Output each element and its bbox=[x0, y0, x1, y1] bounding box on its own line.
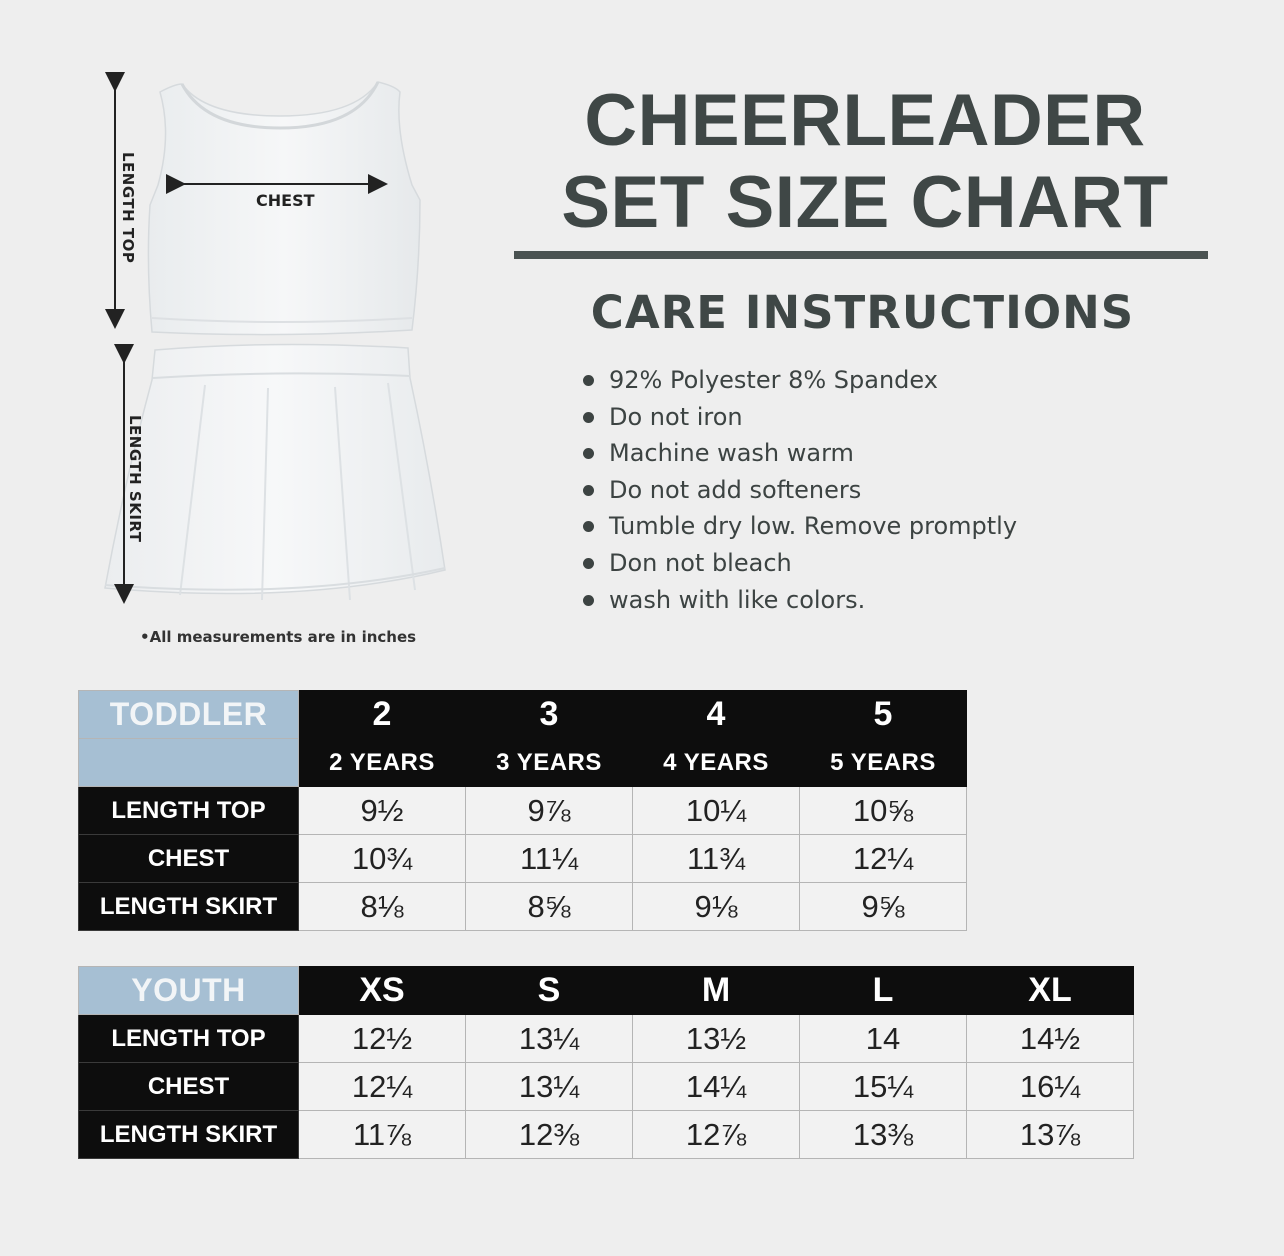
table-cell: 12½ bbox=[299, 1015, 466, 1063]
size-header: L bbox=[800, 967, 967, 1015]
table-cell: 8⅝ bbox=[466, 883, 633, 931]
table-cell: 13⅞ bbox=[967, 1111, 1134, 1159]
bullet-icon bbox=[583, 595, 594, 606]
toddler-size-row bbox=[79, 691, 967, 739]
table-cell: 12⅞ bbox=[633, 1111, 800, 1159]
table-cell: 10¾ bbox=[299, 835, 466, 883]
table-row bbox=[79, 1015, 1134, 1063]
title-line-2: SET SIZE CHART bbox=[561, 162, 1169, 243]
toddler-heading: TODDLER bbox=[79, 691, 299, 739]
table-cell: 9⅝ bbox=[800, 883, 967, 931]
size-header: 2 bbox=[299, 691, 466, 739]
care-item: Do not iron bbox=[580, 399, 1017, 436]
size-header: S bbox=[466, 967, 633, 1015]
size-header: 5 bbox=[800, 691, 967, 739]
title-line-1: CHEERLEADER bbox=[584, 80, 1146, 161]
table-cell: 15¼ bbox=[800, 1063, 967, 1111]
table-cell: 14¼ bbox=[633, 1063, 800, 1111]
table-row bbox=[79, 883, 967, 931]
row-label: LENGTH TOP bbox=[79, 1015, 299, 1063]
bullet-icon bbox=[583, 558, 594, 569]
cheer-set-drawing bbox=[0, 0, 520, 670]
toddler-age-row bbox=[79, 739, 967, 787]
bullet-icon bbox=[583, 375, 594, 386]
row-label: LENGTH SKIRT bbox=[79, 1111, 299, 1159]
size-header: XL bbox=[967, 967, 1134, 1015]
table-cell: 8⅛ bbox=[299, 883, 466, 931]
table-cell: 13½ bbox=[633, 1015, 800, 1063]
table-row bbox=[79, 1111, 1134, 1159]
skirt-shape bbox=[105, 344, 445, 593]
table-cell: 12⅜ bbox=[466, 1111, 633, 1159]
title-divider bbox=[514, 251, 1208, 259]
youth-heading: YOUTH bbox=[79, 967, 299, 1015]
table-cell: 9⅞ bbox=[466, 787, 633, 835]
table-cell: 11¾ bbox=[633, 835, 800, 883]
care-item: Do not add softeners bbox=[580, 472, 1017, 509]
age-header: 3 YEARS bbox=[466, 739, 633, 787]
page-title bbox=[520, 80, 1210, 244]
care-item: 92% Polyester 8% Spandex bbox=[580, 362, 1017, 399]
size-header: 3 bbox=[466, 691, 633, 739]
table-cell: 10¼ bbox=[633, 787, 800, 835]
care-item: Don not bleach bbox=[580, 545, 1017, 582]
length-skirt-label: LENGTH SKIRT bbox=[126, 415, 144, 543]
row-label: CHEST bbox=[79, 835, 299, 883]
care-item: Tumble dry low. Remove promptly bbox=[580, 508, 1017, 545]
table-cell: 16¼ bbox=[967, 1063, 1134, 1111]
size-header: M bbox=[633, 967, 800, 1015]
table-cell: 11¼ bbox=[466, 835, 633, 883]
table-cell: 11⅞ bbox=[299, 1111, 466, 1159]
length-top-label: LENGTH TOP bbox=[119, 152, 137, 264]
table-cell: 12¼ bbox=[800, 835, 967, 883]
age-header: 2 YEARS bbox=[299, 739, 466, 787]
row-label: LENGTH TOP bbox=[79, 787, 299, 835]
bullet-icon bbox=[583, 485, 594, 496]
age-header: 4 YEARS bbox=[633, 739, 800, 787]
table-cell: 12¼ bbox=[299, 1063, 466, 1111]
size-header: XS bbox=[299, 967, 466, 1015]
table-row bbox=[79, 835, 967, 883]
care-item: Machine wash warm bbox=[580, 435, 1017, 472]
youth-size-table bbox=[78, 966, 1134, 1159]
table-cell: 14½ bbox=[967, 1015, 1134, 1063]
care-list bbox=[580, 362, 1017, 618]
table-cell: 9⅛ bbox=[633, 883, 800, 931]
age-header: 5 YEARS bbox=[800, 739, 967, 787]
table-cell: 13¼ bbox=[466, 1015, 633, 1063]
measurement-note: •All measurements are in inches bbox=[140, 628, 417, 646]
bullet-icon bbox=[583, 521, 594, 532]
table-cell: 13⅜ bbox=[800, 1111, 967, 1159]
toddler-size-table bbox=[78, 690, 967, 931]
chest-label: CHEST bbox=[256, 191, 315, 210]
garment-illustration bbox=[0, 0, 520, 670]
care-item: wash with like colors. bbox=[580, 582, 1017, 619]
youth-size-row bbox=[79, 967, 1134, 1015]
table-row bbox=[79, 787, 967, 835]
row-label: CHEST bbox=[79, 1063, 299, 1111]
size-header: 4 bbox=[633, 691, 800, 739]
table-cell: 9½ bbox=[299, 787, 466, 835]
table-cell: 10⅝ bbox=[800, 787, 967, 835]
table-cell: 14 bbox=[800, 1015, 967, 1063]
care-heading: CARE INSTRUCTIONS bbox=[590, 286, 1135, 339]
bullet-icon bbox=[583, 412, 594, 423]
table-cell: 13¼ bbox=[466, 1063, 633, 1111]
row-label: LENGTH SKIRT bbox=[79, 883, 299, 931]
bullet-icon bbox=[583, 448, 594, 459]
table-row bbox=[79, 1063, 1134, 1111]
toddler-heading-blank bbox=[79, 739, 299, 787]
